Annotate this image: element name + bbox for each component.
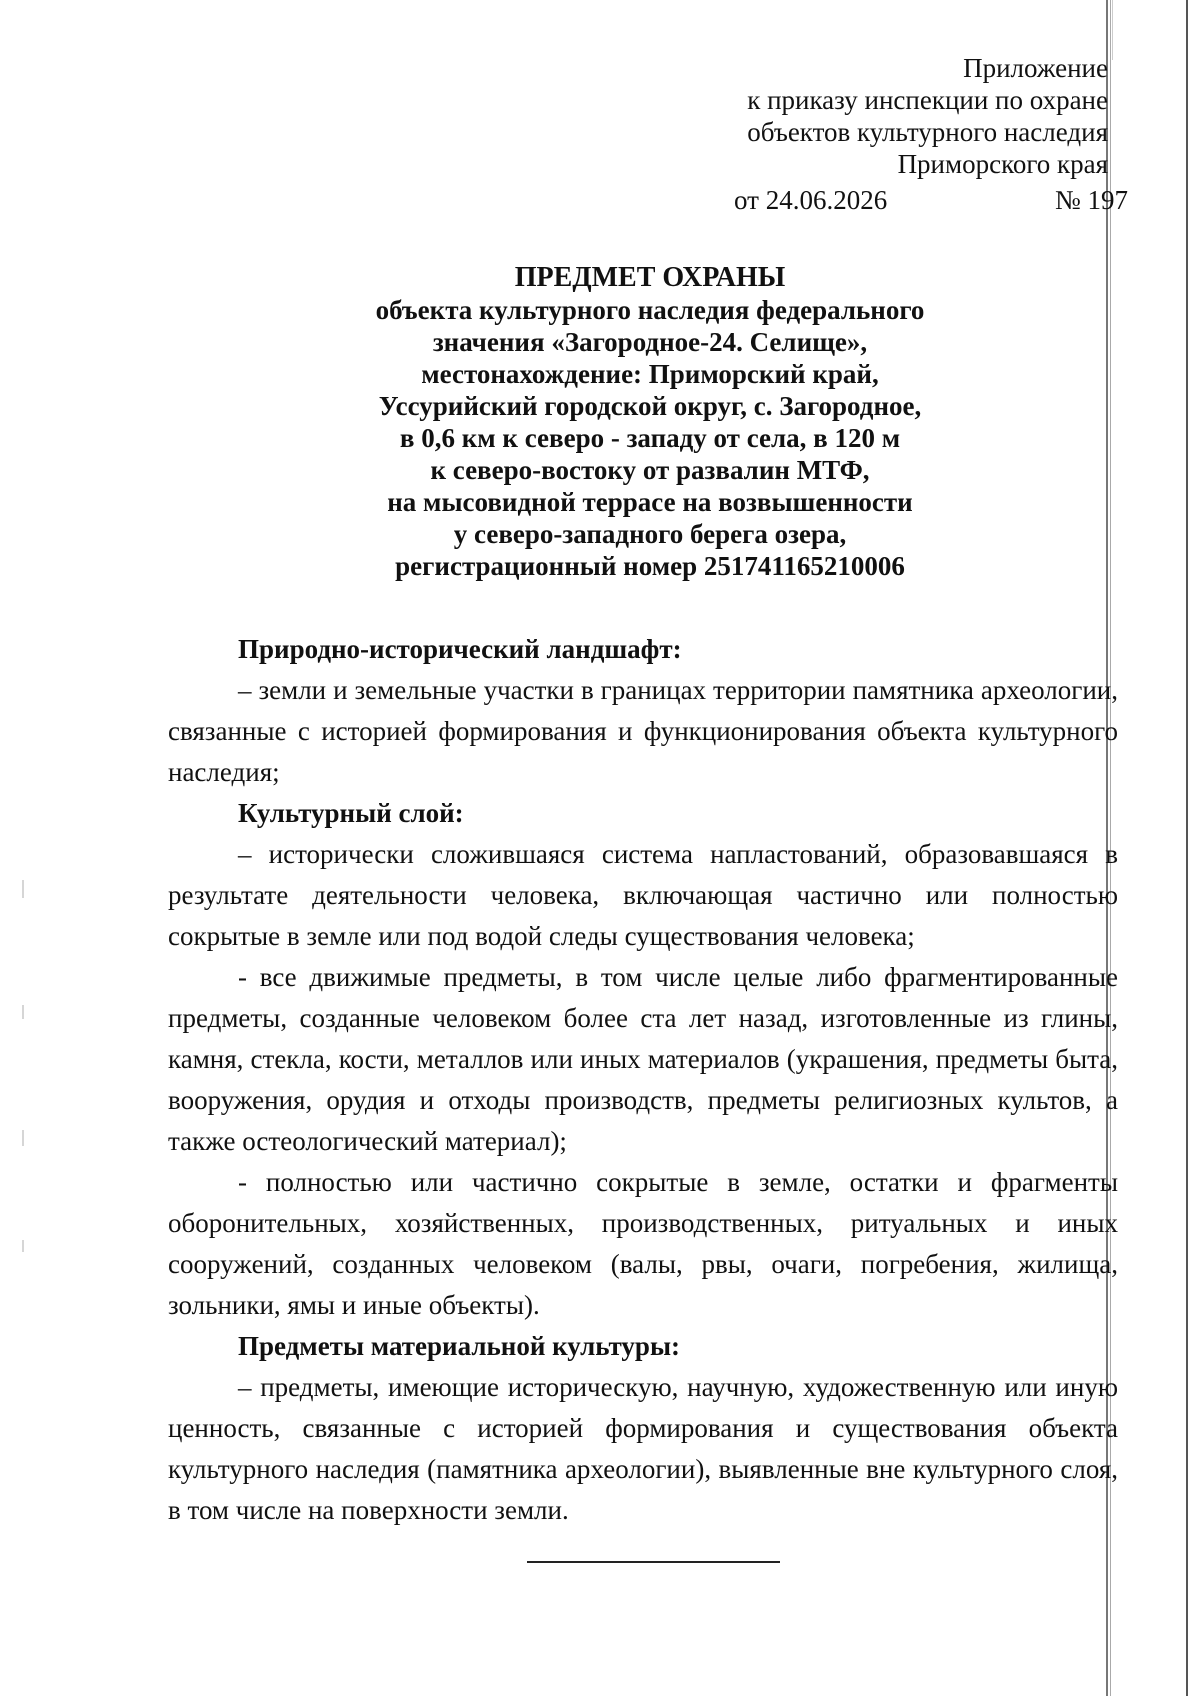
scan-speck	[22, 1005, 24, 1019]
appendix-line: объектов культурного наследия	[747, 117, 1108, 147]
scan-artifact-line	[1112, 0, 1113, 60]
title-line: регистрационный номер 251741165210006	[395, 551, 905, 581]
appendix-header	[747, 52, 1108, 180]
title-line: на мысовидной террасе на возвышенности	[387, 487, 913, 517]
order-number: № 197	[1054, 185, 1128, 215]
end-rule	[527, 1561, 780, 1563]
scan-artifact-line	[1186, 0, 1188, 1696]
scan-speck	[22, 1240, 24, 1252]
title-line: в 0,6 км к северо - западу от села, в 120 м	[399, 423, 901, 453]
scan-speck	[22, 1130, 24, 1146]
title-line: Уссурийский городской округ, с. Загородное,	[378, 391, 922, 421]
paragraph: – предметы, имеющие историческую, научную, художественную или иную ценность, связанные с историей формирования и существования объекта культурного наследия (памятника археологии), выявленные вне культурного слоя, в том числе на поверхности земли.	[168, 1372, 1118, 1525]
title-line: к северо-востоку от развалин МТФ,	[430, 455, 870, 485]
appendix-line: к приказу инспекции по охране	[747, 85, 1108, 115]
order-date: от 24.06.2026	[734, 185, 888, 215]
paragraph: – земли и земельные участки в границах территории памятника археологии, связанные с историей формирования и функционирования объекта культурного наследия;	[168, 675, 1118, 787]
scan-speck	[22, 880, 24, 898]
section-heading-material: Предметы материальной культуры:	[238, 1331, 681, 1361]
title-line: местонахождение: Приморский край,	[421, 359, 879, 389]
paragraph: - все движимые предметы, в том числе целые либо фрагментированные предметы, созданные человеком более ста лет назад, изготовленные из глины, камня, стекла, кости, металлов или иных материалов (украшения, предметы быта, вооружения, орудия и отходы производств, предметы религиозных культов, а также остеологический материал);	[168, 962, 1118, 1156]
title-line: объекта культурного наследия федерального	[375, 295, 925, 325]
section-heading-landscape: Природно-исторический ландшафт:	[238, 634, 682, 664]
document-title	[270, 262, 1030, 582]
paragraph: – исторически сложившаяся система напластований, образовавшаяся в результате деятельности человека, включающая частично или полностью сокрытые в земле или под водой следы существования человека;	[168, 839, 1118, 951]
title-main: ПРЕДМЕТ ОХРАНЫ	[514, 262, 786, 293]
document-body	[168, 629, 1118, 1531]
appendix-line: Приложение	[963, 53, 1108, 83]
section-heading-cultural-layer: Культурный слой:	[238, 798, 464, 828]
title-line: значения «Загородное-24. Селище»,	[432, 327, 868, 357]
title-line: у северо-западного берега озера,	[453, 519, 847, 549]
appendix-line: Приморского края	[897, 149, 1108, 179]
paragraph: - полностью или частично сокрытые в земле, остатки и фрагменты оборонительных, хозяйственных, производственных, ритуальных и иных сооружений, созданных человеком (валы, рвы, очаги, погребения, жилища, зольники, ямы и иные объекты).	[168, 1167, 1118, 1320]
